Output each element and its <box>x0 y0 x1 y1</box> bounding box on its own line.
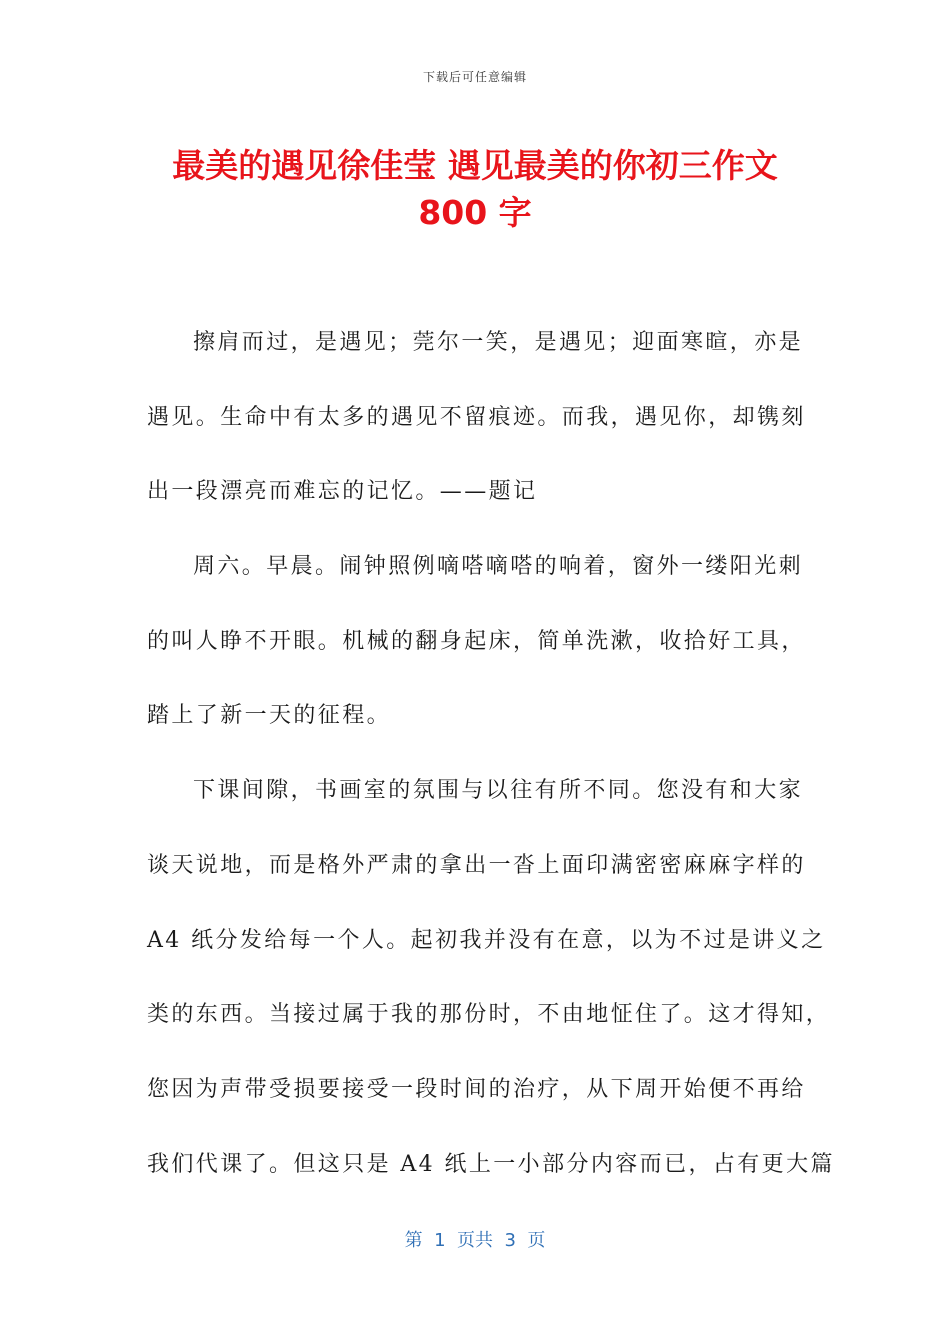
body-line: 谈天说地，而是格外严肃的拿出一沓上面印满密密麻麻字样的 <box>147 852 806 878</box>
header-note: 下载后可任意编辑 <box>422 70 527 84</box>
body-line: 下课间隙，书画室的氛围与以往有所不同。您没有和大家 <box>193 778 804 804</box>
article-body <box>147 319 835 1215</box>
title-line-1: 最美的遇见徐佳莹 遇见最美的你初三作文 <box>172 146 778 185</box>
body-line: A4 纸分发给每一个人。起初我并没有在意，以为不过是讲义之 <box>147 927 826 953</box>
body-line: 周六。早晨。闹钟照例嘀嗒嘀嗒的响着，窗外一缕阳光刺 <box>193 554 804 580</box>
page-footer: 第 1 页共 3 页 <box>404 1230 546 1251</box>
body-line: 我们代课了。但这只是 A4 纸上一小部分内容而已，占有更大篇 <box>147 1151 835 1177</box>
document-title <box>120 142 830 236</box>
body-line: 遇见。生命中有太多的遇见不留痕迹。而我，遇见你，却镌刻 <box>147 404 806 430</box>
body-line: 您因为声带受损要接受一段时间的治疗，从下周开始便不再给 <box>147 1076 806 1102</box>
body-line: 擦肩而过，是遇见；莞尔一笑，是遇见；迎面寒暄，亦是 <box>193 330 804 355</box>
title-line-2: 800 字 <box>418 193 532 232</box>
body-line: 类的东西。当接过属于我的那份时，不由地怔住了。这才得知， <box>147 1002 831 1028</box>
body-line: 的叫人睁不开眼。机械的翻身起床，简单洗漱，收拾好工具， <box>147 628 806 654</box>
body-line: 出一段漂亮而难忘的记忆。——题记 <box>147 479 538 505</box>
body-line: 踏上了新一天的征程。 <box>147 703 392 729</box>
